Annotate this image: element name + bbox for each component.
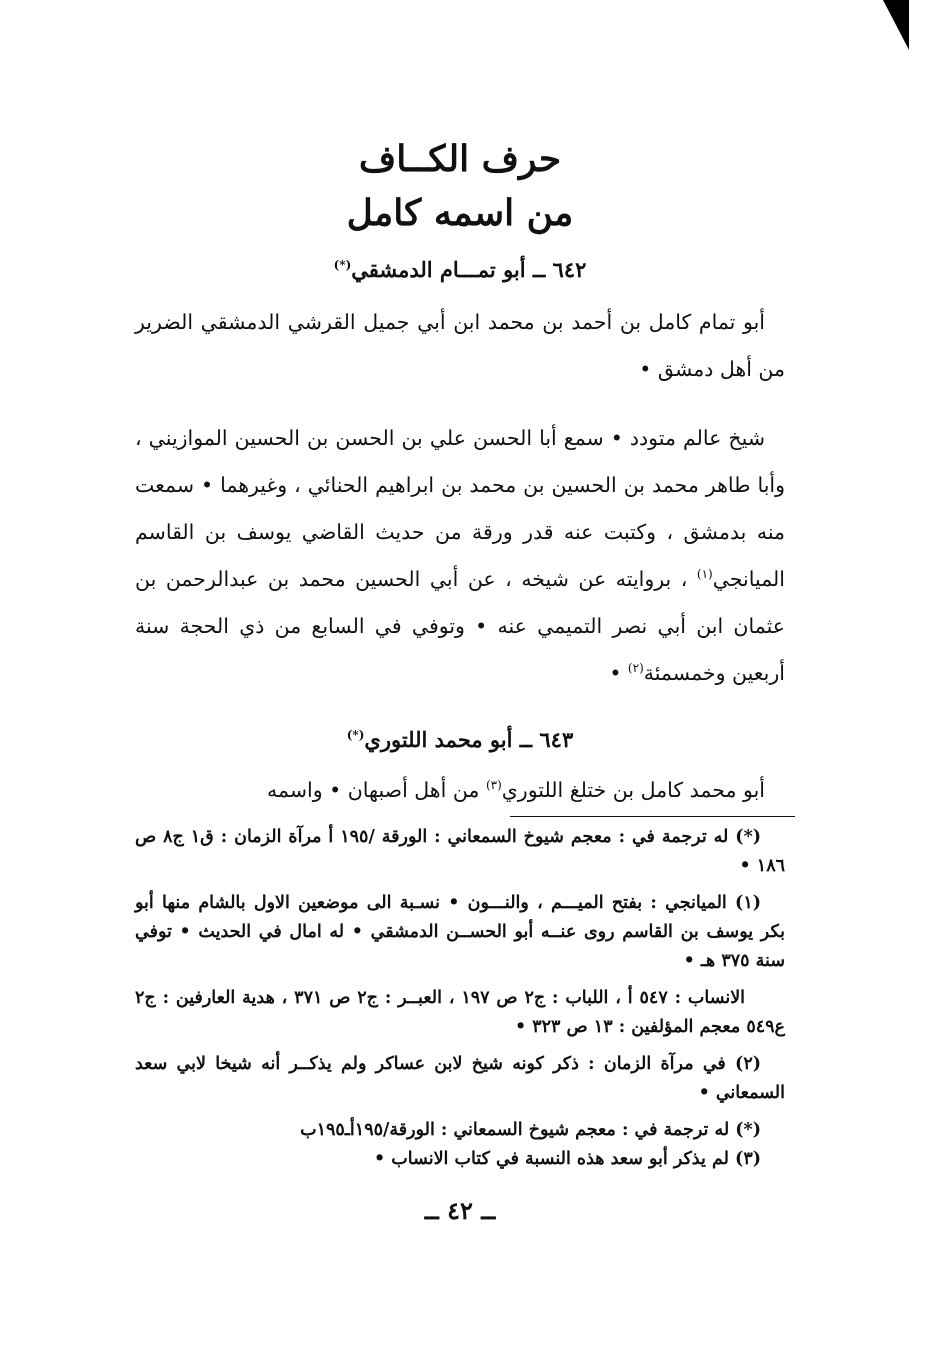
paragraph-text: أبو محمد كامل بن ختلغ اللتوري (501, 778, 765, 802)
footnote-mark: (٣) (485, 778, 502, 793)
footnote-mark: (*) (346, 728, 365, 742)
footnote: (*) له ترجمة في : معجم شيوخ السمعاني : الورقة/١٩٥أـ١٩٥ب (300, 1120, 761, 1140)
letter-heading: حرف الكــاف (358, 138, 562, 180)
entry-paragraph: أبو تمام كامل بن أحمد بن محمد ابن أبي جميل القرشي الدمشقي الضرير من أهل دمشق • (135, 310, 785, 381)
entry-title (135, 253, 785, 287)
page-corner-mark (883, 0, 909, 50)
footnote: (١) الميانجي : بفتح الميـــم ، والنـــون • نسـبة الى موضعين الاول بالشام منها أبو بكر يوسف بن القاسم روى عنــه أبو الحســن الدمشقي • له امال في الحديث • توفي سنة ٣٧٥ هـ • (135, 893, 785, 971)
entry-paragraph (135, 415, 785, 697)
footnote-mark: (*) (333, 258, 352, 272)
footnote-mark: (٢) (627, 661, 644, 676)
footnote: (٢) في مرآة الزمان : ذكر كونه شيخ لابن عساكر ولم يذكــر أنه شيخا لابي سعد السمعاني • (135, 1054, 785, 1103)
footnote-mark: (١) (696, 567, 713, 582)
entry-paragraph (135, 767, 785, 814)
page-number: ــ ٤٢ ــ (424, 1196, 496, 1225)
footnote: الانساب : ٥٤٧ أ ، اللباب : ج٢ ص ١٩٧ ، العبــر : ج٢ ص ٣٧١ ، هدية العارفين : ج٢ ع٥٤٩ معجم المؤلفين : ١٣ ص ٣٢٣ • (135, 988, 785, 1037)
page-content (135, 135, 785, 1225)
paragraph-text: من أهل أصبهان • واسمه (266, 778, 486, 802)
paragraph-text: • (609, 661, 628, 685)
entry-title-text: ٦٤٢ ــ أبو تمـــام الدمشقي (351, 257, 587, 282)
paragraph-text: شيخ عالم متودد • سمع أبا الحسن علي بن الحسن بن الحسين الموازيني ، وأبا طاهر محمد بن الحسين بن محمد بن ابراهيم الحنائي ، وغيرهما • سمعت منه بدمشق ، وكتبت عنه قدر ورقة من حديث القاضي يوسف بن القاسم الميانجي (135, 426, 785, 591)
entry-title (135, 723, 785, 757)
paragraph-text: ، بروايته عن شيخه ، عن أبي الحسين محمد بن عبدالرحمن بن عثمان ابن أبي نصر التميمي عنه • وتوفي في السابع من ذي الحجة سنة أربعين وخمسمئة (135, 567, 785, 685)
footnote: (٣) لم يذكر أبو سعد هذه النسبة في كتاب الانساب • (374, 1149, 761, 1169)
entry-title-text: ٦٤٣ ــ أبو محمد اللتوري (364, 727, 574, 752)
name-heading: من اسمه كامل (346, 192, 574, 234)
footnote: (*) له ترجمة في : معجم شيوخ السمعاني : الورقة /١٩٥ أ مرآة الزمان : ق١ ج٨ ص ١٨٦ • (135, 827, 785, 876)
footnote-divider (510, 816, 795, 817)
